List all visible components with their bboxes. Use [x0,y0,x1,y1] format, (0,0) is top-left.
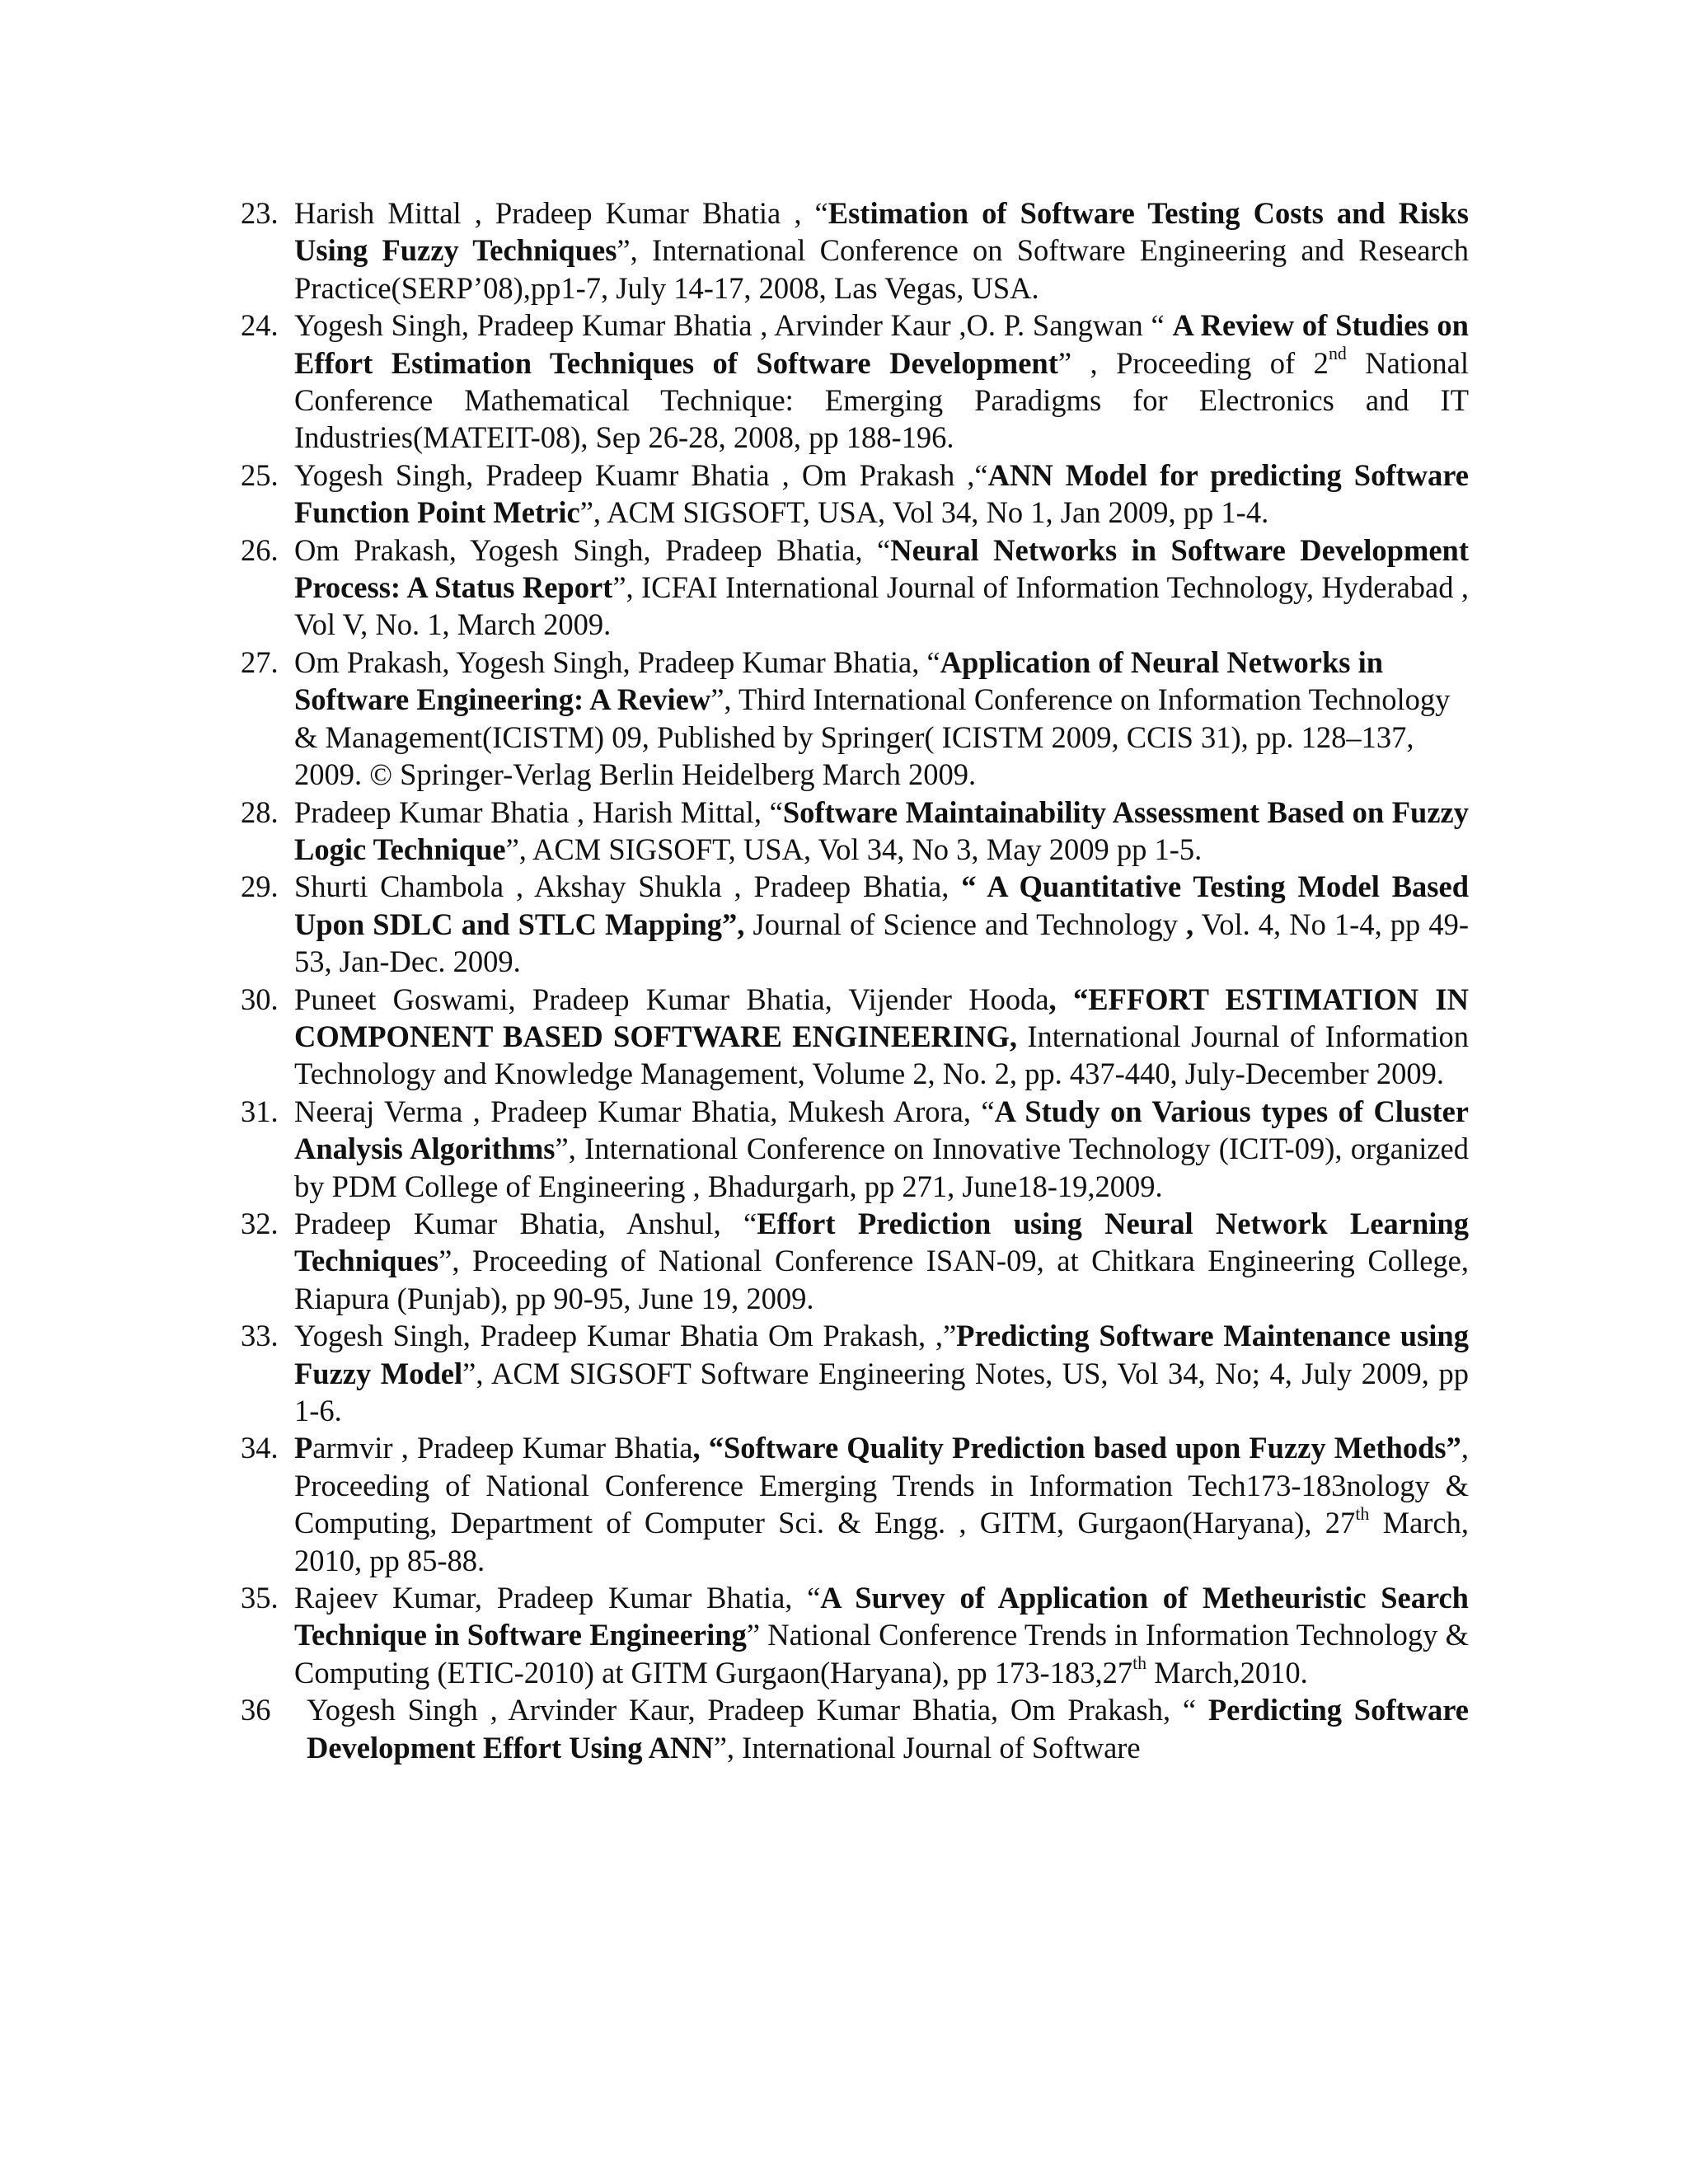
reference-number: 35. [241,1581,279,1615]
reference-body [294,458,1469,529]
reference-details: ”, International Journal of Software [713,1730,1141,1765]
reference-body [294,869,1469,978]
reference-body [294,1581,1469,1690]
reference-item-27 [241,644,1469,794]
reference-details: March,2010. [1146,1655,1308,1690]
reference-details: ”, Proceeding of National Conference ISAN-09, at Chitkara Engineering College, Riapura (Punjab), pp 90-95, June 19, 2009. [294,1244,1469,1315]
reference-number: 29. [241,869,279,904]
reference-authors: Neeraj Verma , Pradeep Kumar Bhatia, Mukesh Arora, “ [294,1094,995,1128]
reference-title: Effort Prediction using Neural Network Learning Techniques [294,1206,1469,1278]
reference-details: Vol. 4, No 1-4, pp 49-53, Jan-Dec. 2009. [294,907,1469,979]
reference-authors: Harish Mittal , Pradeep Kumar Bhatia , “ [294,196,828,230]
reference-details: ” National Conference Trends in Information Technology & Computing (ETIC-2010) at GITM Gurgaon(Haryana), pp 173-183,27 [294,1618,1469,1690]
reference-authors: Pradeep Kumar Bhatia , Harish Mittal, “ [294,794,783,829]
reference-body [294,795,1469,866]
bold-comma: , [1186,907,1194,941]
reference-details: ”, ACM SIGSOFT, USA, Vol 34, No 3, May 2009 pp 1-5. [505,832,1203,866]
reference-title: A Review of Studies on Effort Estimation Techniques of Software Development [294,308,1469,380]
reference-title: Predicting Software Maintenance using Fuzzy Model [294,1319,1469,1390]
reference-number: 28. [241,794,279,829]
reference-body [294,1207,1469,1315]
reference-details: International Journal of Information Technology and Knowledge Management, Volume 2, No. 2, pp. 437-440, July-December 2009. [294,1019,1470,1091]
reference-authors: Yogesh Singh, Pradeep Kumar Bhatia , Arvinder Kaur ,O. P. Sangwan “ [294,308,1173,343]
reference-title: A Survey of Application of Metheuristic Search Technique in Software Engineering [294,1581,1469,1652]
reference-number: 25. [241,457,279,492]
reference-title: A Study on Various types of Cluster Analysis Algorithms [294,1094,1469,1166]
reference-item-25 [241,457,1469,532]
reference-item-36 [241,1691,1469,1766]
reference-details: ”, Third International Conference on Information Technology & Management(ICISTM) 09, Published by Springer( ICISTM 2009, CCIS 31), pp. 128–137, 2009. © Springer-Verlag Berlin Heidelberg March 2009. [294,682,1451,792]
reference-list [241,194,1469,1766]
reference-authors: Om Prakash, Yogesh Singh, Pradeep Kumar Bhatia, “ [294,644,940,679]
reference-number: 36 [241,1693,271,1727]
reference-authors: Shurti Chambola , Akshay Shukla , Pradeep Bhatia, [294,869,962,904]
bold-initial: P [294,1431,313,1465]
reference-number: 30. [241,982,279,1016]
reference-number: 27. [241,644,279,679]
reference-title: Neural Networks in Software Development Process: A Status Report [294,532,1469,605]
reference-body [294,982,1469,1091]
reference-authors: Yogesh Singh, Pradeep Kumar Bhatia Om Prakash, ,” [294,1319,957,1353]
reference-authors: Yogesh Singh , Arvinder Kaur, Pradeep Kumar Bhatia, Om Prakash, “ [307,1693,1208,1727]
reference-item-29 [241,868,1469,980]
reference-item-23 [241,194,1469,307]
reference-details: ”, ICFAI International Journal of Information Technology, Hyderabad , Vol V, No. 1, March 2009. [294,570,1469,642]
reference-body [294,1319,1469,1427]
reference-details: National Conference Mathematical Technique: Emerging Paradigms for Electronics and IT Industries(MATEIT-08), Sep 26-28, 2008, pp 188-196. [294,345,1469,455]
reference-number: 24. [241,308,279,343]
reference-details: Journal of Science and Technology [744,907,1187,941]
reference-body [294,1094,1469,1203]
reference-item-26 [241,532,1469,644]
reference-authors: Puneet Goswami, Pradeep Kumar Bhatia, Vijender Hooda [294,982,1049,1016]
reference-details: ”, International Conference on Innovative Technology (ICIT-09), organized by PDM College of Engineering , Bhadurgarh, pp 271, June18-19,2009. [294,1132,1469,1203]
reference-body [294,645,1450,791]
reference-title: Application of Neural Networks in Software Engineering: A Review [294,644,1384,717]
reference-body [294,533,1469,642]
reference-authors: Rajeev Kumar, Pradeep Kumar Bhatia, “ [294,1581,821,1615]
reference-item-31 [241,1093,1469,1205]
reference-item-32 [241,1205,1469,1317]
reference-title: Estimation of Software Testing Costs and Risks Using Fuzzy Techniques [294,196,1469,268]
reference-authors: Pradeep Kumar Bhatia, Anshul, “ [294,1206,757,1240]
reference-authors: Om Prakash, Yogesh Singh, Pradeep Bhatia, “ [294,532,891,567]
reference-authors: Yogesh Singh, Pradeep Kuamr Bhatia , Om Prakash ,“ [294,457,988,492]
reference-title: Software Maintainability Assessment Based on Fuzzy Logic Technique [294,794,1469,866]
ordinal-superscript: th [1132,1652,1147,1674]
reference-number: 32. [241,1206,279,1240]
reference-title: Perdicting Software Development Effort Using ANN [307,1693,1469,1765]
reference-number: 34. [241,1431,279,1465]
reference-item-24 [241,307,1469,457]
reference-title: ANN Model for predicting Software Function Point Metric [294,457,1469,530]
ordinal-superscript: th [1355,1502,1370,1524]
reference-body [294,1431,1469,1577]
reference-item-33 [241,1317,1469,1429]
reference-number: 23. [241,196,279,230]
reference-item-34 [241,1429,1469,1579]
reference-item-30 [241,981,1469,1093]
reference-item-35 [241,1579,1469,1691]
reference-title: “ A Quantitative Testing Model Based Upon SDLC and STLC Mapping”, [294,869,1469,941]
reference-details: ”, ACM SIGSOFT Software Engineering Notes, US, Vol 34, No; 4, July 2009, pp 1-6. [294,1356,1469,1427]
reference-details: ”, International Conference on Software Engineering and Research Practice(SERP’08),pp1-7, July 14-17, 2008, Las Vegas, USA. [294,233,1469,305]
reference-body [294,196,1469,305]
reference-details: , Proceeding of National Conference Emerging Trends in Information Tech173-183nology & Computing, Department of Computer Sci. & Engg. , GITM, Gurgaon(Haryana), 27 [294,1431,1469,1540]
reference-authors: armvir , Pradeep Kumar Bhatia [312,1431,693,1465]
reference-details: March, 2010, pp 85-88. [294,1506,1470,1577]
reference-body [294,308,1469,454]
reference-number: 31. [241,1094,279,1128]
ordinal-superscript: nd [1328,343,1347,364]
reference-details: ”, ACM SIGSOFT, USA, Vol 34, No 1, Jan 2009, pp 1-4. [579,495,1269,530]
reference-number: 26. [241,532,279,567]
reference-details: ” , Proceeding of 2 [1057,345,1329,380]
reference-title: , “Software Quality Prediction based upon Fuzzy Methods” [692,1431,1461,1465]
reference-body [307,1693,1469,1764]
reference-number: 33. [241,1319,279,1353]
reference-title: , “EFFORT ESTIMATION IN COMPONENT BASED SOFTWARE ENGINEERING, [294,982,1469,1053]
reference-item-28 [241,794,1469,869]
